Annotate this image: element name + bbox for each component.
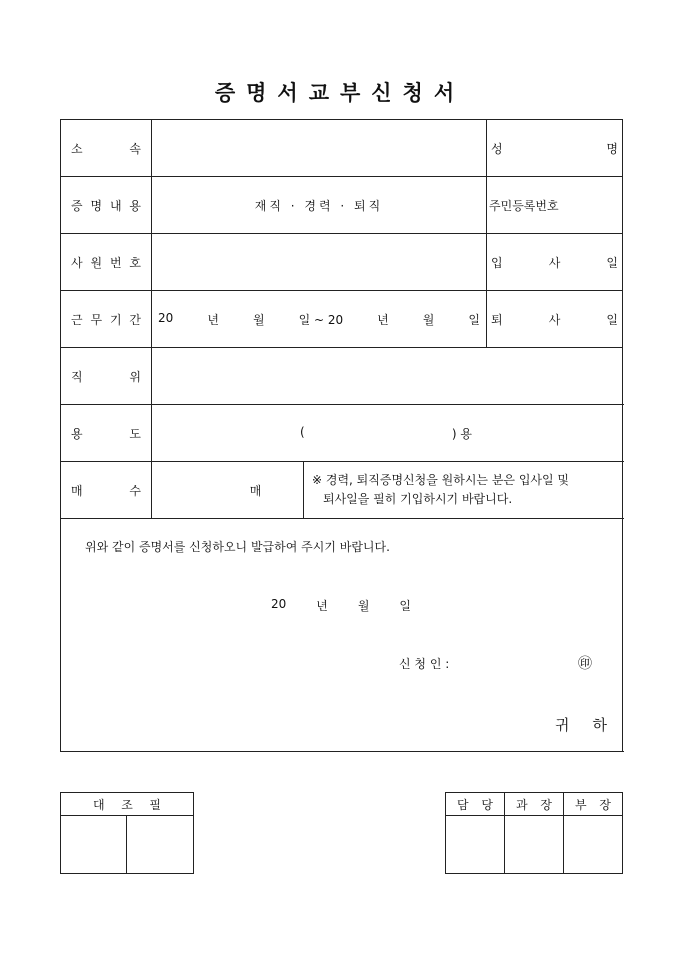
request-text: 위와 같이 증명서를 신청하오니 발급하여 주시기 바랍니다.	[85, 540, 390, 554]
seal-mark: ㊞	[578, 656, 592, 672]
content-label: 증 명 내 용	[61, 177, 152, 234]
approval-cell-staff[interactable]	[446, 816, 505, 874]
row-copies	[61, 462, 623, 519]
row-period	[61, 291, 623, 348]
approval-header-staff: 담 당	[446, 793, 505, 816]
employee-no-field[interactable]	[152, 234, 487, 291]
row-statement	[61, 519, 623, 752]
approval-cell-section-chief[interactable]	[505, 816, 564, 874]
period-field[interactable]: 20 년 월 일 ~ 20 년 월 일	[152, 291, 487, 348]
approval-cell-department-head[interactable]	[564, 816, 623, 874]
review-box-label: 대 조 필	[61, 793, 194, 816]
name-label: 성 명	[487, 120, 623, 177]
affiliation-label: 소 속	[61, 120, 152, 177]
review-box-cell-2[interactable]	[127, 816, 194, 874]
copies-label: 매 수	[61, 462, 152, 519]
page-title: 증명서교부신청서	[214, 80, 466, 105]
purpose-field[interactable]: ( ) 용	[152, 405, 623, 462]
employee-no-label: 사 원 번 호	[61, 234, 152, 291]
row-affiliation	[61, 120, 623, 177]
content-options[interactable]: 재직 · 경력 · 퇴직	[152, 177, 487, 234]
copies-field[interactable]	[152, 462, 304, 519]
notice-line-2: 퇴사일을 필히 기입하시기 바랍니다.	[323, 492, 513, 506]
approval-header-section-chief: 과 장	[505, 793, 564, 816]
notice-line-1: ※ 경력, 퇴직증명신청을 원하시는 분은 입사일 및	[312, 473, 570, 487]
period-label: 근 무 기 간	[61, 291, 152, 348]
affiliation-field[interactable]	[152, 120, 487, 177]
row-purpose	[61, 405, 623, 462]
position-field[interactable]	[152, 348, 623, 405]
date-line[interactable]: 20 년 월 일	[271, 597, 411, 613]
row-content	[61, 177, 623, 234]
purpose-label: 용 도	[61, 405, 152, 462]
resident-no-label: 주민등록번호	[487, 177, 623, 234]
notice	[304, 462, 623, 519]
review-box	[60, 792, 194, 874]
application-form-table	[60, 119, 623, 752]
approval-box	[445, 792, 623, 874]
row-employee-no	[61, 234, 623, 291]
leave-date-label: 퇴 사 일	[487, 291, 623, 348]
statement-cell	[61, 519, 623, 752]
review-box-cell-1[interactable]	[61, 816, 127, 874]
recipient: 귀 하	[555, 716, 607, 734]
approval-header-department-head: 부 장	[564, 793, 623, 816]
copies-unit: 매	[249, 483, 262, 498]
position-label: 직 위	[61, 348, 152, 405]
join-date-label: 입 사 일	[487, 234, 623, 291]
applicant-label: 신 청 인 :	[399, 657, 450, 671]
row-position	[61, 348, 623, 405]
